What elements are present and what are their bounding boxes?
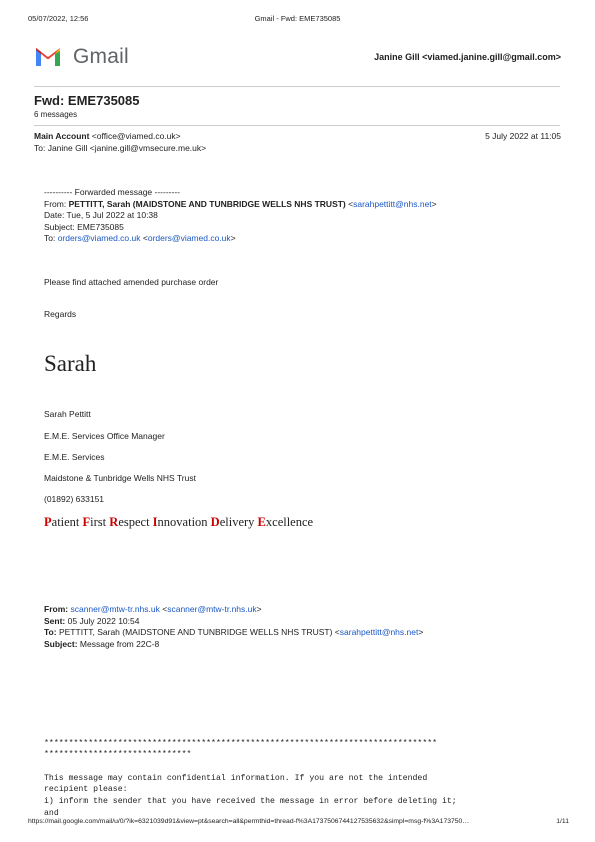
disclaimer-line: and [44, 808, 59, 818]
forward-to-email-link[interactable]: orders@viamed.co.uk [57, 233, 141, 243]
disclaimer-line: This message may contain confidential information. If you are not the intended [44, 773, 428, 783]
body-text: Please find attached amended purchase order [44, 277, 219, 287]
gmail-logo-text: Gmail [73, 45, 129, 68]
forward-from-name: PETTITT, Sarah (MAIDSTONE AND TUNBRIDGE WELLS NHS TRUST) [68, 198, 346, 209]
quoted-from-email-link[interactable]: scanner@mtw-tr.nhs.uk [70, 604, 160, 614]
quoted-sent-line: Sent: 05 July 2022 10:54 [44, 615, 140, 626]
message-to: To: Janine Gill <janine.gill@vmsecure.me.uk> [34, 143, 207, 153]
forward-date-line: Date: Tue, 5 Jul 2022 at 10:38 [44, 210, 158, 220]
message-count: 6 messages [34, 110, 78, 119]
message-date: 5 July 2022 at 11:05 [485, 131, 561, 141]
forward-from-email-link[interactable]: sarahpettitt@nhs.net [353, 198, 432, 209]
print-datetime: 05/07/2022, 12:56 [28, 14, 89, 23]
signature-dept: E.M.E. Services [44, 452, 105, 462]
disclaimer-stars: ****************************** [44, 750, 192, 760]
disclaimer-line: recipient please: [44, 785, 128, 795]
quoted-to-line: To: PETTITT, Sarah (MAIDSTONE AND TUNBRIDGE WELLS NHS TRUST) <sarahpettitt@nhs.net> [44, 627, 424, 637]
forward-from-line: From: PETTITT, Sarah (MAIDSTONE AND TUNBRIDGE WELLS NHS TRUST) <sarahpettitt@nhs.net> [44, 198, 437, 209]
account-email: Janine Gill <viamed.janine.gill@gmail.com> [374, 52, 561, 62]
print-url: https://mail.google.com/mail/u/0/?ik=6321039d91&view=pt&search=all&permthid=thread-f%3A1737506744127535632&simpl=msg-f%3A173750… [28, 818, 470, 825]
divider [34, 86, 560, 87]
signature-name: Sarah Pettitt [44, 409, 91, 419]
forwarded-block [44, 187, 437, 245]
quoted-to-email-link[interactable]: sarahpettitt@nhs.net [339, 627, 419, 637]
quoted-from-email-link-2[interactable]: scanner@mtw-tr.nhs.uk [167, 604, 257, 614]
sender-name: Main Account [34, 131, 90, 141]
disclaimer-stars: ******************************************************************************** [44, 738, 438, 748]
signature-motto: Patient First Respect Innovation Delivery Excellence [44, 515, 314, 529]
quoted-from-line: From: scanner@mtw-tr.nhs.uk <scanner@mtw-tr.nhs.uk> [44, 604, 262, 614]
body-regards: Regards [44, 309, 77, 319]
thread-subject: Fwd: EME735085 [34, 93, 140, 108]
signature-phone: (01892) 633151 [44, 494, 105, 504]
disclaimer-block [44, 726, 457, 831]
divider [34, 125, 560, 126]
forward-to-line: To: orders@viamed.co.uk <orders@viamed.co.uk> [44, 233, 236, 243]
quoted-header [44, 604, 423, 650]
print-page-number: 1/11 [556, 818, 569, 825]
forward-subject-line: Subject: EME735085 [44, 221, 124, 232]
print-page-title: Gmail - Fwd: EME735085 [254, 14, 341, 23]
quoted-subject-line: Subject: Message from 22C-8 [44, 638, 160, 649]
forward-to-email-link-2[interactable]: orders@viamed.co.uk [147, 233, 231, 243]
sender-email: <office@viamed.co.uk> [91, 131, 181, 141]
signature-org: Maidstone & Tunbridge Wells NHS Trust [44, 473, 196, 483]
signature-role: E.M.E. Services Office Manager [44, 431, 165, 441]
signature-script-name: Sarah [44, 351, 97, 376]
message-from [34, 131, 181, 143]
forward-separator: ---------- Forwarded message --------- [44, 187, 180, 197]
disclaimer-line: i) inform the sender that you have received the message in error before deleting it; [44, 796, 457, 806]
gmail-logo-icon [34, 44, 62, 68]
